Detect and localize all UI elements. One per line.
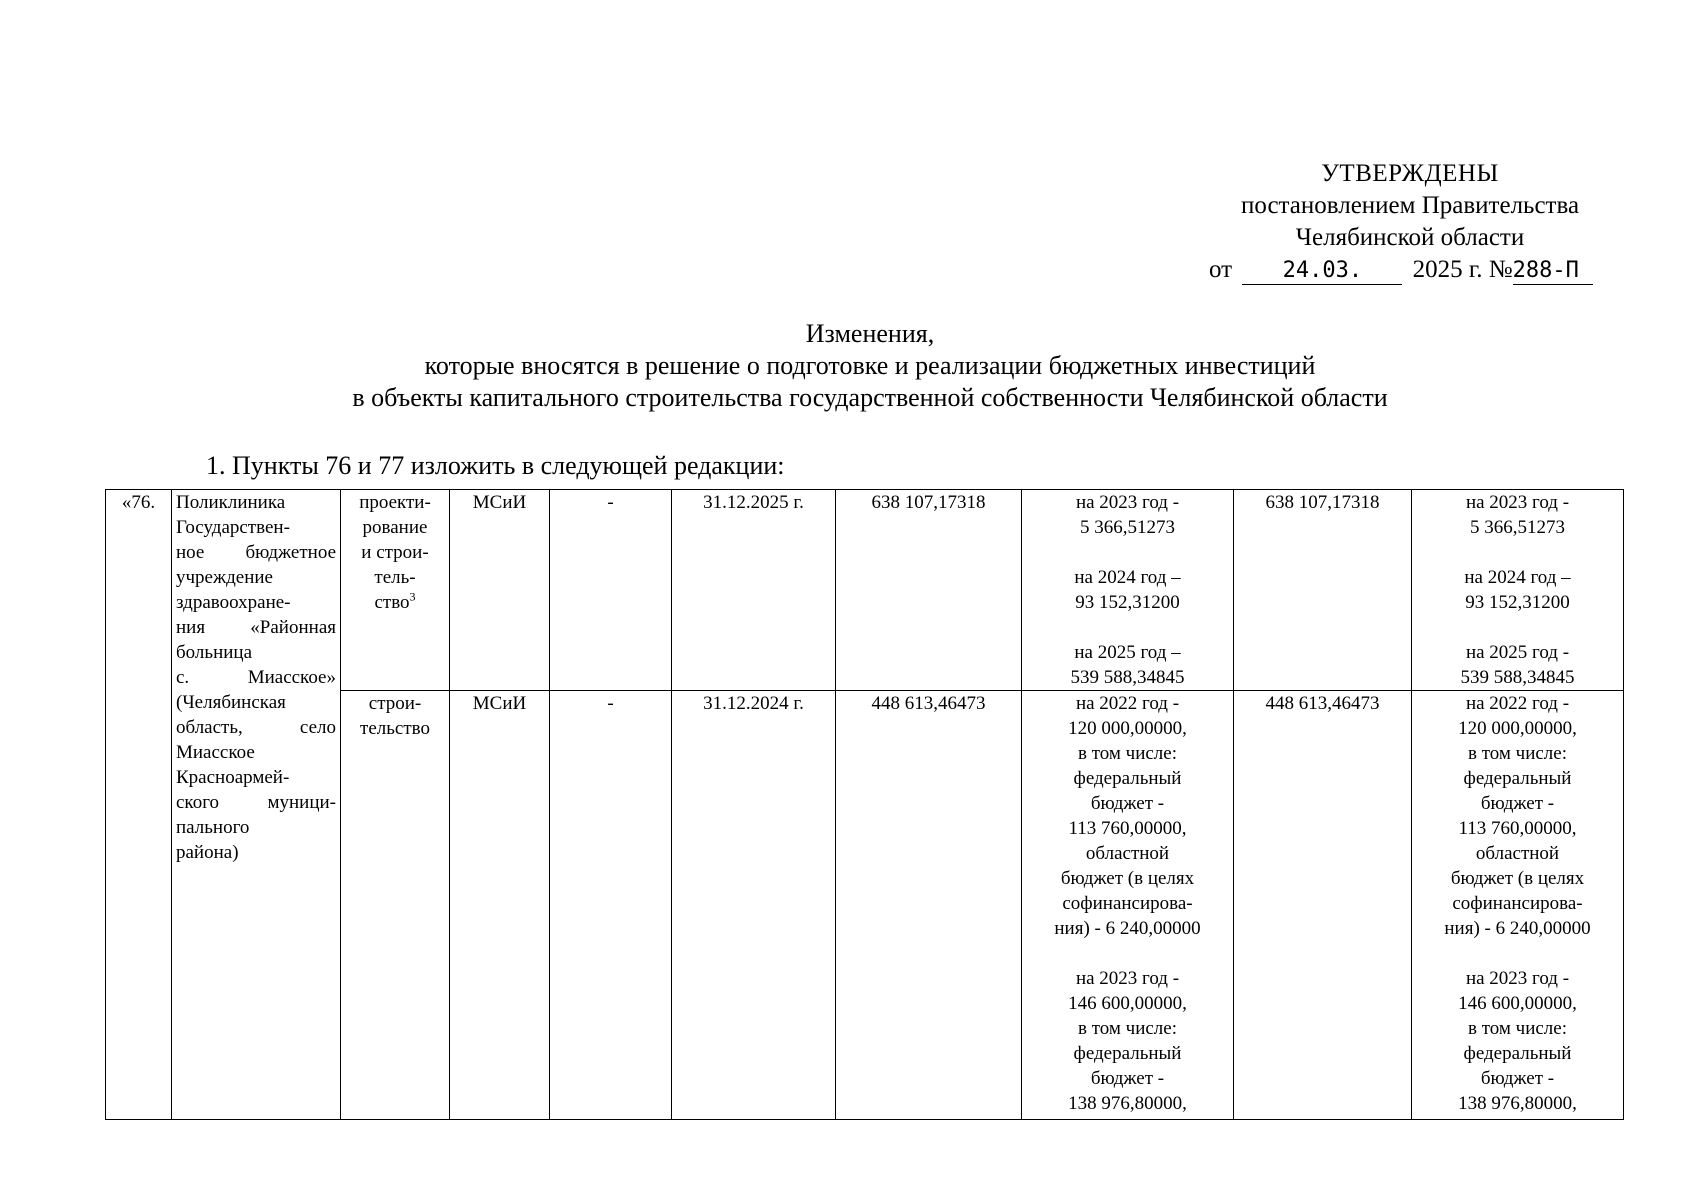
object-name-line: с. Миасское» [176,667,336,688]
work-type-line: тель- [374,567,416,588]
funding-line: ния) - 6 240,00000 [1054,918,1201,939]
funding-cell [1022,691,1234,1120]
object-name-line: ное бюджетное [176,542,336,563]
funding-line: 93 152,31200 [1465,592,1570,613]
approval-title: УТВЕРЖДЕНЫ [1321,160,1499,187]
object-name-line: Поликлиника [176,492,286,513]
funding-line: бюджет - [1480,793,1555,814]
handwritten-number: 288-П [1513,258,1593,285]
funding-line: на 2025 год - [1465,642,1570,663]
approval-block [1200,158,1620,286]
object-name-line: ского муници- [176,792,336,813]
funding-line: в том числе: [1077,743,1178,764]
work-type-word: ство [374,592,410,613]
object-name-line: больница [176,642,252,663]
work-type-cell [341,691,450,1120]
approval-line-1: постановлением Правительства [1240,192,1580,219]
work-type-line: строи- [368,693,422,714]
cost-cell-2: 448 613,46473 [1234,691,1412,1120]
funding-line: ния) - 6 240,00000 [1444,918,1591,939]
approval-line-2: Челябинской области [1295,224,1525,251]
deadline-cell: 31.12.2024 г. [672,691,836,1120]
funding-line: 5 366,51273 [1470,517,1565,538]
object-name-line: Красноармей- [176,767,290,788]
funding-line: 138 976,80000, [1458,1093,1577,1114]
funding-line: 113 760,00000, [1068,818,1187,839]
cost-cell: 448 613,46473 [836,691,1022,1120]
document-heading [0,318,1698,414]
object-name-line: пального [176,817,250,838]
work-type-line: тельство [360,718,430,739]
investment-table [105,489,1624,1120]
heading-line-3: в объекты капитального строительства государственной собственности Челябинской области [352,383,1388,412]
funding-line: федеральный [1073,1043,1182,1064]
table-row [106,490,1624,691]
cost-cell-2: 638 107,17318 [1234,490,1412,691]
funding-line: в том числе: [1467,1018,1568,1039]
funding-line: 146 600,00000, [1458,993,1577,1014]
funding-line: софинансирова- [1452,893,1583,914]
funding-line: на 2022 год - [1075,693,1180,714]
funding-line: 120 000,00000, [1068,718,1187,739]
funding-line: софинансирова- [1062,893,1193,914]
object-name-line: (Челябинская [176,692,286,713]
funding-line: на 2024 год – [1074,567,1181,588]
work-type-line [345,590,445,615]
customer-cell: МСиИ [450,490,550,691]
funding-line: в том числе: [1077,1018,1178,1039]
object-name-line: Государствен- [176,517,290,538]
item-number-cell: «76. [106,490,172,1120]
handwritten-date: 24.03. [1242,258,1402,285]
deadline-cell: 31.12.2025 г. [672,490,836,691]
object-name-line: здравоохране- [176,592,291,613]
funding-line: 539 588,34845 [1460,667,1575,688]
funding-line: 120 000,00000, [1458,718,1577,739]
funding-line: в том числе: [1467,743,1568,764]
funding-line: на 2023 год - [1075,492,1180,513]
approval-date-line [1200,254,1620,286]
object-name-line: учреждение [176,567,273,588]
funding-line: бюджет - [1090,793,1165,814]
funding-line: бюджет - [1090,1068,1165,1089]
funding-line: 539 588,34845 [1070,667,1185,688]
object-name-line: Миасское [176,742,255,763]
object-name-cell [172,490,341,1120]
funding-line: федеральный [1463,768,1572,789]
heading-line-2: которые вносятся в решение о подготовке и реализации бюджетных инвестиций [424,351,1316,380]
paragraph-item-1: 1. Пункты 76 и 77 изложить в следующей редакции: [206,451,785,480]
dash-cell: - [550,691,672,1120]
funding-line: на 2024 год – [1464,567,1571,588]
funding-line: на 2023 год - [1465,968,1570,989]
heading-line-1: Изменения, [805,319,935,348]
funding-line: на 2023 год - [1075,968,1180,989]
funding-line: областной [1475,843,1560,864]
funding-cell-2 [1412,490,1624,691]
funding-line: бюджет (в целях [1060,868,1195,889]
funding-line: 5 366,51273 [1080,517,1175,538]
dash-cell: - [550,490,672,691]
funding-line: на 2022 год - [1465,693,1570,714]
cost-cell: 638 107,17318 [836,490,1022,691]
funding-cell [1022,490,1234,691]
object-name-line: область, село [176,717,336,738]
funding-line: 138 976,80000, [1068,1093,1187,1114]
work-type-line: проекти- [359,492,431,513]
work-type-line: рование [362,517,428,538]
funding-line: федеральный [1463,1043,1572,1064]
funding-line: 93 152,31200 [1075,592,1180,613]
funding-line: федеральный [1073,768,1182,789]
customer-cell: МСиИ [450,691,550,1120]
funding-line: на 2025 год – [1074,642,1181,663]
object-name-line: района) [176,842,239,863]
object-name-line: ния «Районная [176,617,336,638]
approval-prefix: от [1209,256,1233,283]
funding-line: 146 600,00000, [1068,993,1187,1014]
work-type-cell [341,490,450,691]
funding-cell-2 [1412,691,1624,1120]
funding-line: бюджет (в целях [1450,868,1585,889]
funding-line: областной [1085,843,1170,864]
funding-line: на 2023 год - [1465,492,1570,513]
funding-line: бюджет - [1480,1068,1555,1089]
work-type-line: и строи- [361,542,429,563]
footnote-mark: 3 [409,589,416,604]
funding-line: 113 760,00000, [1458,818,1577,839]
approval-year: 2025 г. № [1412,256,1513,283]
